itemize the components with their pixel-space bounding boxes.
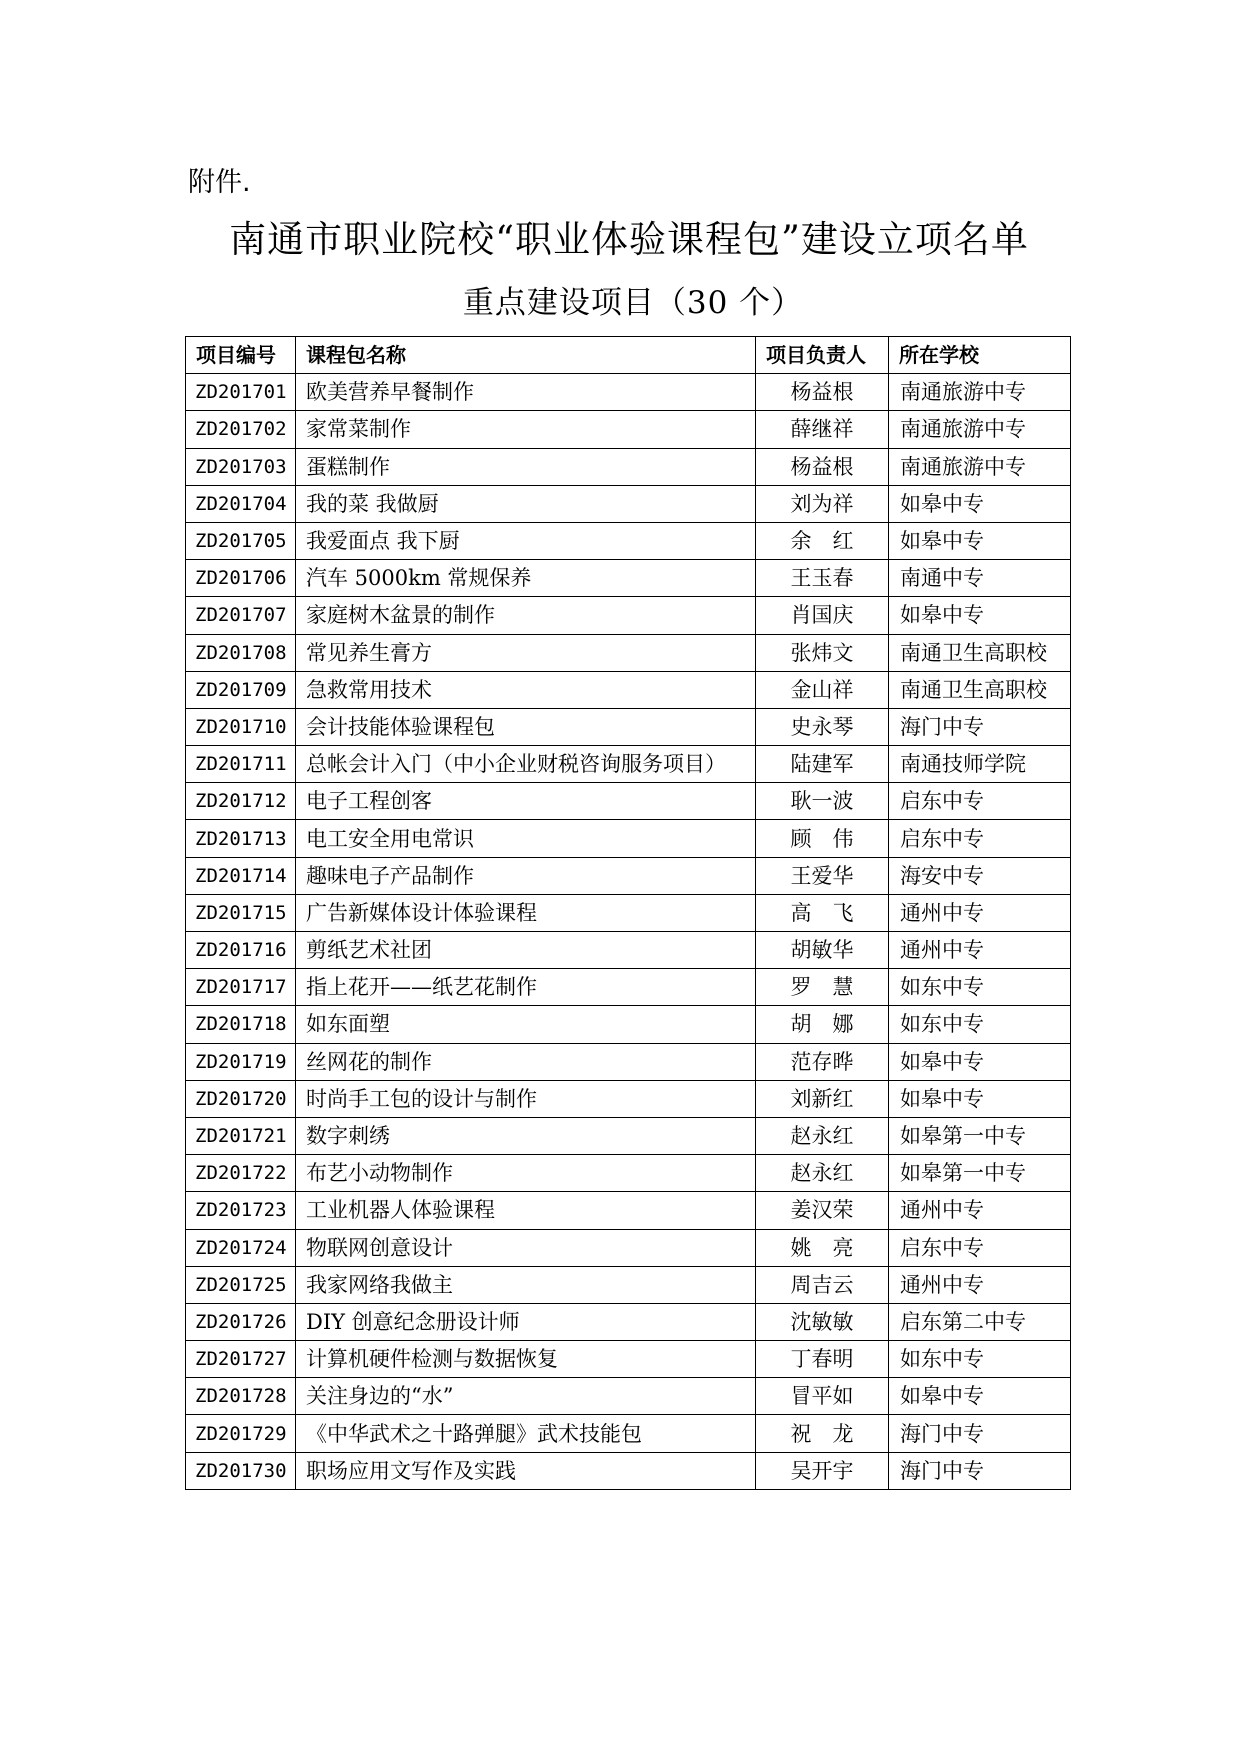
leader-cell: 王爱华	[756, 857, 889, 894]
table-row	[186, 1378, 1071, 1415]
leader-cell: 耿一波	[756, 783, 889, 820]
course-name-cell: 我爱面点 我下厨	[296, 522, 756, 559]
column-header-school: 所在学校	[889, 337, 1071, 374]
course-name-cell: 布艺小动物制作	[296, 1155, 756, 1192]
course-name-cell: 家常菜制作	[296, 411, 756, 448]
project-code-cell: ZD201721	[186, 1117, 296, 1154]
school-cell: 如皋中专	[889, 1080, 1071, 1117]
project-code-cell: ZD201729	[186, 1415, 296, 1452]
column-header-name: 课程包名称	[296, 337, 756, 374]
course-name-cell: 职场应用文写作及实践	[296, 1452, 756, 1489]
table-row	[186, 560, 1071, 597]
school-cell: 如东中专	[889, 1341, 1071, 1378]
course-name-cell: 常见养生膏方	[296, 634, 756, 671]
table-row	[186, 1303, 1071, 1340]
table-row	[186, 820, 1071, 857]
table-row	[186, 597, 1071, 634]
document-subtitle: 重点建设项目（30 个）	[462, 285, 804, 321]
course-name-cell: 欧美营养早餐制作	[296, 374, 756, 411]
course-name-cell: 蛋糕制作	[296, 448, 756, 485]
school-cell: 启东中专	[889, 1229, 1071, 1266]
project-code-cell: ZD201725	[186, 1266, 296, 1303]
leader-cell: 薛继祥	[756, 411, 889, 448]
project-code-cell: ZD201730	[186, 1452, 296, 1489]
leader-cell: 周吉云	[756, 1266, 889, 1303]
leader-cell: 刘为祥	[756, 485, 889, 522]
school-cell: 南通中专	[889, 560, 1071, 597]
leader-cell: 高 飞	[756, 894, 889, 931]
course-name-cell: 电子工程创客	[296, 783, 756, 820]
table-row	[186, 746, 1071, 783]
course-name-cell: 计算机硬件检测与数据恢复	[296, 1341, 756, 1378]
project-code-cell: ZD201726	[186, 1303, 296, 1340]
school-cell: 南通卫生高职校	[889, 634, 1071, 671]
table-row	[186, 1266, 1071, 1303]
leader-cell: 祝 龙	[756, 1415, 889, 1452]
project-code-cell: ZD201708	[186, 634, 296, 671]
table-row	[186, 671, 1071, 708]
leader-cell: 胡敏华	[756, 932, 889, 969]
school-cell: 如皋中专	[889, 1043, 1071, 1080]
project-code-cell: ZD201717	[186, 969, 296, 1006]
leader-cell: 余 红	[756, 522, 889, 559]
table-row	[186, 411, 1071, 448]
course-name-cell: 如东面塑	[296, 1006, 756, 1043]
course-name-cell: 电工安全用电常识	[296, 820, 756, 857]
leader-cell: 史永琴	[756, 708, 889, 745]
table-row	[186, 783, 1071, 820]
leader-cell: 刘新红	[756, 1080, 889, 1117]
school-cell: 如皋中专	[889, 522, 1071, 559]
school-cell: 海门中专	[889, 1452, 1071, 1489]
project-code-cell: ZD201704	[186, 485, 296, 522]
table-row	[186, 1155, 1071, 1192]
project-code-cell: ZD201710	[186, 708, 296, 745]
project-code-cell: ZD201715	[186, 894, 296, 931]
course-name-cell: 指上花开——纸艺花制作	[296, 969, 756, 1006]
leader-cell: 姜汉荣	[756, 1192, 889, 1229]
project-code-cell: ZD201705	[186, 522, 296, 559]
project-code-cell: ZD201727	[186, 1341, 296, 1378]
course-name-cell: 物联网创意设计	[296, 1229, 756, 1266]
project-code-cell: ZD201719	[186, 1043, 296, 1080]
school-cell: 启东中专	[889, 820, 1071, 857]
table-row	[186, 857, 1071, 894]
leader-cell: 肖国庆	[756, 597, 889, 634]
school-cell: 通州中专	[889, 932, 1071, 969]
school-cell: 海安中专	[889, 857, 1071, 894]
school-cell: 启东中专	[889, 783, 1071, 820]
course-name-cell: 《中华武术之十路弹腿》武术技能包	[296, 1415, 756, 1452]
project-code-cell: ZD201713	[186, 820, 296, 857]
project-code-cell: ZD201723	[186, 1192, 296, 1229]
school-cell: 南通旅游中专	[889, 448, 1071, 485]
project-code-cell: ZD201716	[186, 932, 296, 969]
table-row	[186, 1080, 1071, 1117]
course-name-cell: 家庭树木盆景的制作	[296, 597, 756, 634]
document-title: 南通市职业院校“职业体验课程包”建设立项名单	[229, 218, 1029, 261]
table-row	[186, 1229, 1071, 1266]
project-code-cell: ZD201712	[186, 783, 296, 820]
course-name-cell: DIY 创意纪念册设计师	[296, 1303, 756, 1340]
table-body	[186, 374, 1071, 1490]
leader-cell: 丁春明	[756, 1341, 889, 1378]
course-name-cell: 汽车 5000km 常规保养	[296, 560, 756, 597]
table-row	[186, 1341, 1071, 1378]
table-row	[186, 374, 1071, 411]
project-code-cell: ZD201701	[186, 374, 296, 411]
course-name-cell: 我的菜 我做厨	[296, 485, 756, 522]
table-row	[186, 894, 1071, 931]
school-cell: 南通旅游中专	[889, 411, 1071, 448]
table-row	[186, 448, 1071, 485]
leader-cell: 范存晔	[756, 1043, 889, 1080]
leader-cell: 姚 亮	[756, 1229, 889, 1266]
school-cell: 海门中专	[889, 1415, 1071, 1452]
project-code-cell: ZD201720	[186, 1080, 296, 1117]
leader-cell: 赵永红	[756, 1117, 889, 1154]
table-row	[186, 1117, 1071, 1154]
school-cell: 南通技师学院	[889, 746, 1071, 783]
project-table	[185, 336, 1071, 1490]
school-cell: 如皋中专	[889, 485, 1071, 522]
column-header-leader: 项目负责人	[756, 337, 889, 374]
course-name-cell: 急救常用技术	[296, 671, 756, 708]
table-row	[186, 1415, 1071, 1452]
school-cell: 如东中专	[889, 1006, 1071, 1043]
leader-cell: 胡 娜	[756, 1006, 889, 1043]
course-name-cell: 总帐会计入门（中小企业财税咨询服务项目）	[296, 746, 756, 783]
school-cell: 如东中专	[889, 969, 1071, 1006]
table-row	[186, 1192, 1071, 1229]
course-name-cell: 剪纸艺术社团	[296, 932, 756, 969]
course-name-cell: 丝网花的制作	[296, 1043, 756, 1080]
leader-cell: 杨益根	[756, 448, 889, 485]
school-cell: 如皋中专	[889, 1378, 1071, 1415]
leader-cell: 沈敏敏	[756, 1303, 889, 1340]
leader-cell: 杨益根	[756, 374, 889, 411]
project-code-cell: ZD201706	[186, 560, 296, 597]
table-row	[186, 634, 1071, 671]
project-code-cell: ZD201702	[186, 411, 296, 448]
school-cell: 南通卫生高职校	[889, 671, 1071, 708]
table-row	[186, 1452, 1071, 1489]
leader-cell: 张炜文	[756, 634, 889, 671]
leader-cell: 冒平如	[756, 1378, 889, 1415]
table-row	[186, 932, 1071, 969]
project-code-cell: ZD201722	[186, 1155, 296, 1192]
leader-cell: 顾 伟	[756, 820, 889, 857]
course-name-cell: 时尚手工包的设计与制作	[296, 1080, 756, 1117]
school-cell: 如皋中专	[889, 597, 1071, 634]
school-cell: 通州中专	[889, 894, 1071, 931]
course-name-cell: 工业机器人体验课程	[296, 1192, 756, 1229]
leader-cell: 金山祥	[756, 671, 889, 708]
school-cell: 启东第二中专	[889, 1303, 1071, 1340]
course-name-cell: 会计技能体验课程包	[296, 708, 756, 745]
table-row	[186, 969, 1071, 1006]
school-cell: 海门中专	[889, 708, 1071, 745]
project-code-cell: ZD201728	[186, 1378, 296, 1415]
leader-cell: 赵永红	[756, 1155, 889, 1192]
course-name-cell: 广告新媒体设计体验课程	[296, 894, 756, 931]
project-code-cell: ZD201711	[186, 746, 296, 783]
course-name-cell: 数字刺绣	[296, 1117, 756, 1154]
attachment-label: 附件.	[188, 167, 251, 198]
leader-cell: 王玉春	[756, 560, 889, 597]
project-code-cell: ZD201724	[186, 1229, 296, 1266]
school-cell: 南通旅游中专	[889, 374, 1071, 411]
table-header-row	[186, 337, 1071, 374]
school-cell: 如皋第一中专	[889, 1117, 1071, 1154]
course-name-cell: 我家网络我做主	[296, 1266, 756, 1303]
leader-cell: 陆建军	[756, 746, 889, 783]
project-code-cell: ZD201714	[186, 857, 296, 894]
table-row	[186, 708, 1071, 745]
leader-cell: 罗 慧	[756, 969, 889, 1006]
course-name-cell: 趣味电子产品制作	[296, 857, 756, 894]
school-cell: 通州中专	[889, 1192, 1071, 1229]
school-cell: 如皋第一中专	[889, 1155, 1071, 1192]
project-code-cell: ZD201718	[186, 1006, 296, 1043]
course-name-cell: 关注身边的“水”	[296, 1378, 756, 1415]
project-code-cell: ZD201707	[186, 597, 296, 634]
column-header-code: 项目编号	[186, 337, 296, 374]
school-cell: 通州中专	[889, 1266, 1071, 1303]
project-code-cell: ZD201709	[186, 671, 296, 708]
table-row	[186, 522, 1071, 559]
table-row	[186, 1006, 1071, 1043]
table-row	[186, 1043, 1071, 1080]
leader-cell: 吴开宇	[756, 1452, 889, 1489]
project-code-cell: ZD201703	[186, 448, 296, 485]
table-row	[186, 485, 1071, 522]
